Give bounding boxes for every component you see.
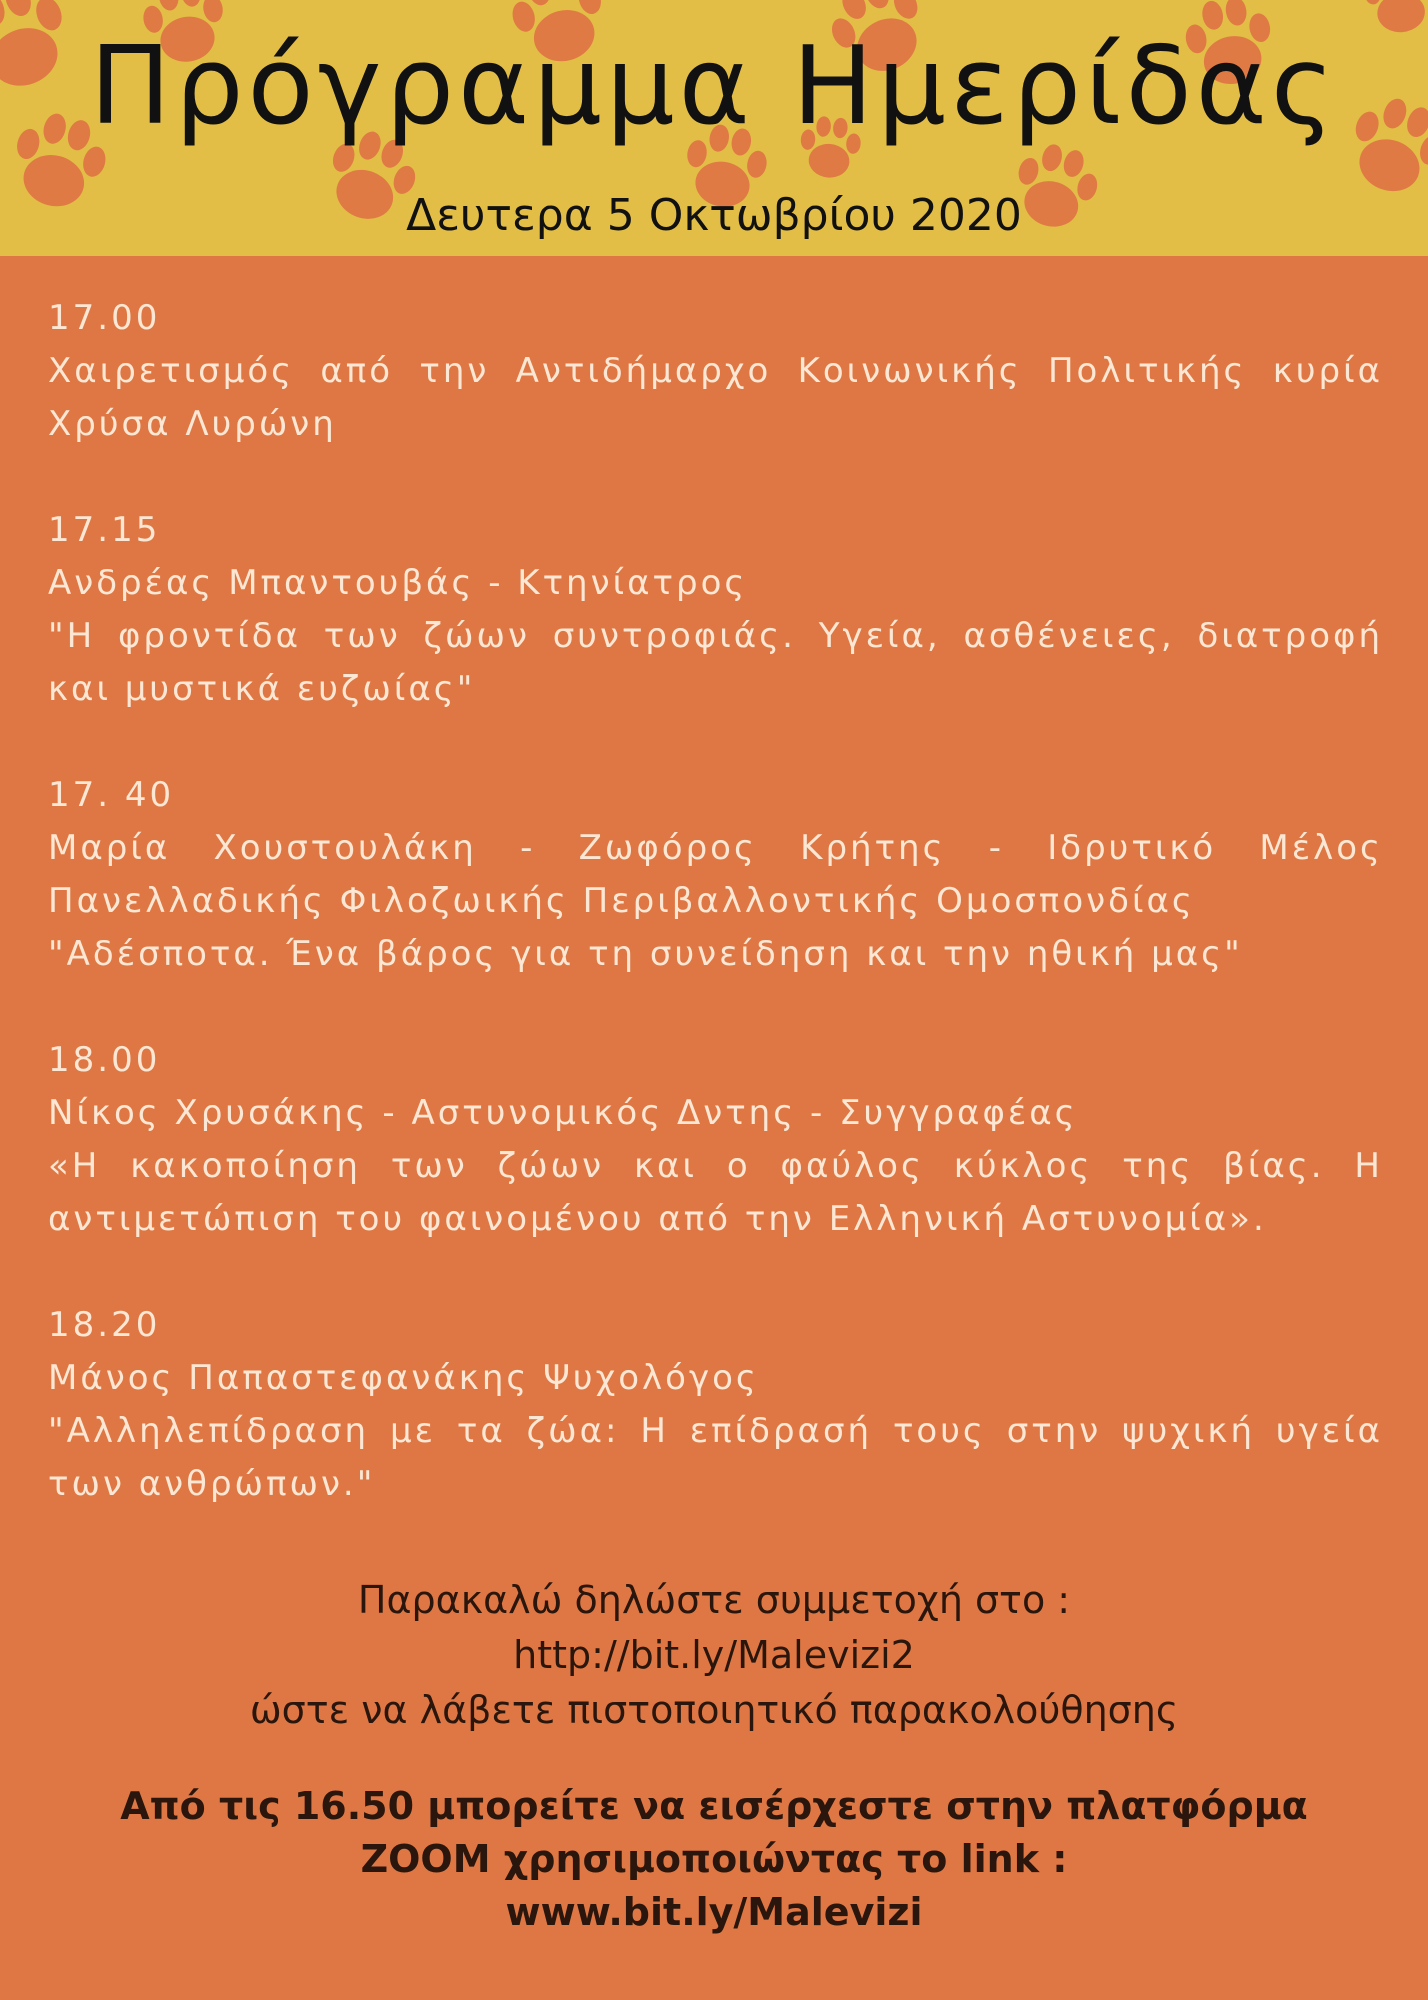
zoom-text-line1: Από τις 16.50 μπορείτε να εισέρχεστε στην πλατφόρμα (120, 1784, 1308, 1828)
session-item (48, 504, 1383, 716)
session-time: 17.15 (48, 510, 161, 550)
certificate-text: ώστε να λάβετε πιστοποιητικό παρακολούθησης (249, 1688, 1179, 1732)
zoom-link[interactable]: www.bit.ly/Malevizi (505, 1890, 923, 1934)
session-time: 17.00 (48, 298, 161, 338)
session-item (48, 769, 1383, 981)
zoom-text-line2: ZOOM χρησιμοποιώντας το link : (360, 1837, 1068, 1881)
session-topic: "Αδέσποτα. Ένα βάρος για τη συνείδηση και την ηθική μας" (48, 934, 1243, 974)
session-item (48, 1034, 1383, 1246)
session-item (48, 292, 1383, 451)
session-speaker: Ανδρέας Μπαντουβάς - Κτηνίατρος (48, 563, 748, 603)
session-topic: "Η φροντίδα των ζώων συντροφιάς. Υγεία, ασθένειες, διατροφή και μυστικά ευζωίας" (48, 616, 1383, 709)
page-title: Πρόγραμμα Ημερίδας (89, 24, 1339, 149)
registration-text: Παρακαλώ δηλώστε συμμετοχή στο : (357, 1578, 1071, 1622)
session-description: Χαιρετισμός από την Αντιδήμαρχο Κοινωνικής Πολιτικής κυρία Χρύσα Λυρώνη (48, 351, 1383, 444)
program-schedule (48, 292, 1383, 1511)
registration-link[interactable]: http://bit.ly/Malevizi2 (513, 1633, 915, 1677)
session-time: 18.20 (48, 1305, 161, 1345)
header-banner (0, 0, 1428, 256)
session-topic: "Αλληλεπίδραση με τα ζώα: Η επίδρασή τους στην ψυχική υγεία των ανθρώπων." (48, 1411, 1383, 1504)
session-time: 18.00 (48, 1040, 161, 1080)
registration-notice (0, 1573, 1428, 1738)
zoom-notice (0, 1780, 1428, 1939)
session-item (48, 1299, 1383, 1511)
session-speaker: Μάνος Παπαστεφανάκης Ψυχολόγος (48, 1358, 759, 1398)
session-time: 17. 40 (48, 775, 175, 815)
session-speaker: Μαρία Χουστουλάκη - Ζωφόρος Κρήτης - Ιδρυτικό Μέλος Πανελλαδικής Φιλοζωικής Περιβαλλοντικής Ομοσπονδίας (48, 828, 1383, 921)
session-speaker: Νίκος Χρυσάκης - Αστυνομικός Δντης - Συγγραφέας (48, 1093, 1078, 1133)
event-date: Δευτερα 5 Οκτωβρίου 2020 (406, 190, 1022, 241)
session-topic: «Η κακοποίηση των ζώων και ο φαύλος κύκλος της βίας. Η αντιμετώπιση του φαινομένου από την Ελληνική Αστυνομία». (48, 1146, 1383, 1239)
